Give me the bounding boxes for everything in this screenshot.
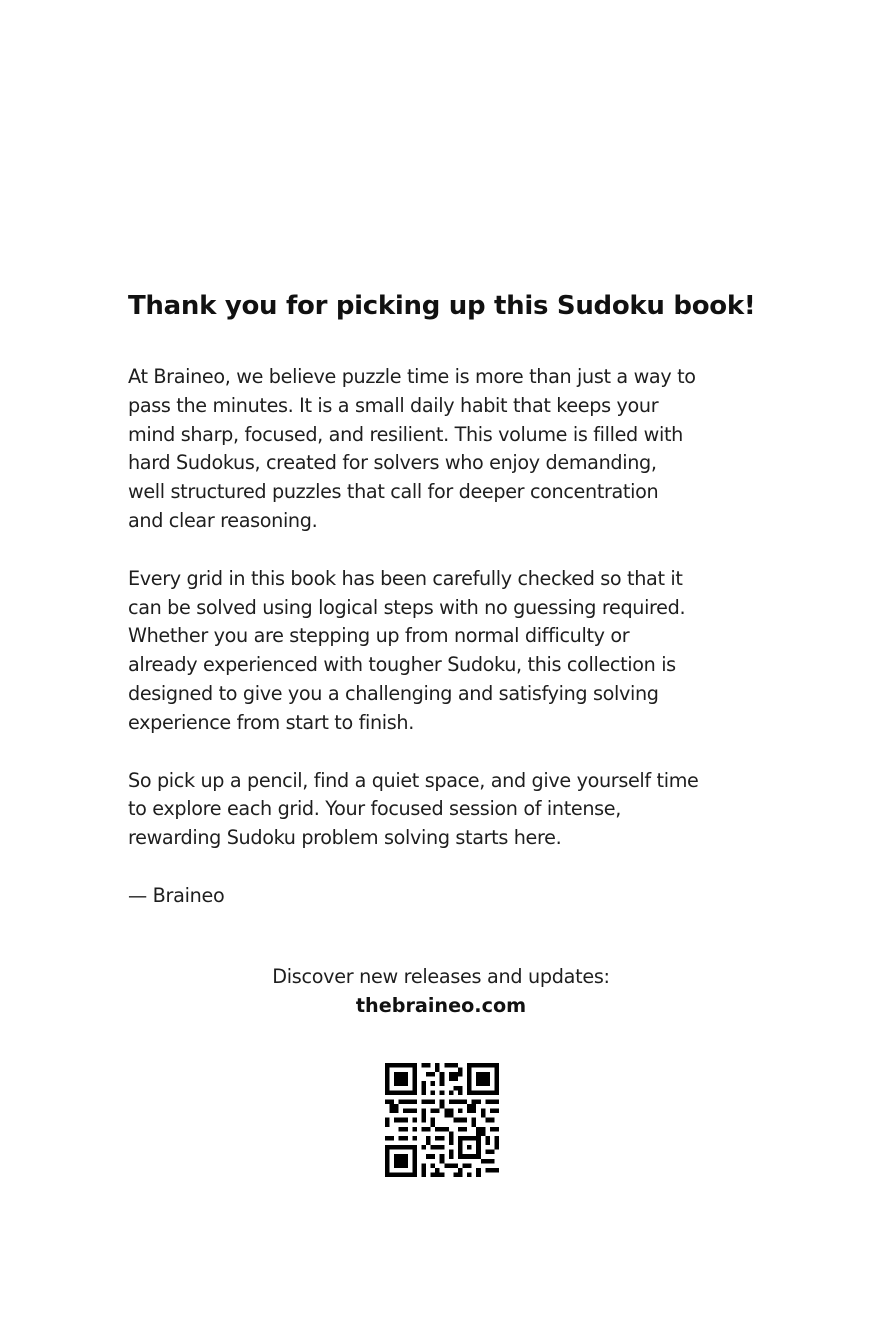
paragraph-intro: At Braineo, we believe puzzle time is more than just a way to pass the minutes. It is a small daily habit that keeps your mind sharp, focused, and resilient. This volume is filled with hard Sudokus, created for solvers who enjoy demanding, well structured puzzles that call for deeper concentration and clear reasoning. (128, 365, 696, 532)
website-link[interactable]: thebraineo.com (355, 994, 527, 1017)
page-title: Thank you for picking up this Sudoku book! (128, 291, 756, 321)
qr-code-icon[interactable] (385, 1063, 499, 1177)
paragraph-closing: So pick up a pencil, find a quiet space, and give yourself time to explore each grid. Your focused session of intense, rewarding Sudoku problem solving starts here. (128, 768, 699, 850)
signature: — Braineo (128, 883, 225, 907)
intro-text (128, 363, 768, 911)
footer-prompt: Discover new releases and updates: (272, 965, 610, 988)
paragraph-grids: Every grid in this book has been carefully checked so that it can be solved using logical steps with no guessing required. Whether you are stepping up from normal difficulty or already experienced with tougher Sudoku, this collection is designed to give you a challenging and satisfying solving experience from start to finish. (128, 566, 686, 734)
footer (0, 962, 882, 1020)
